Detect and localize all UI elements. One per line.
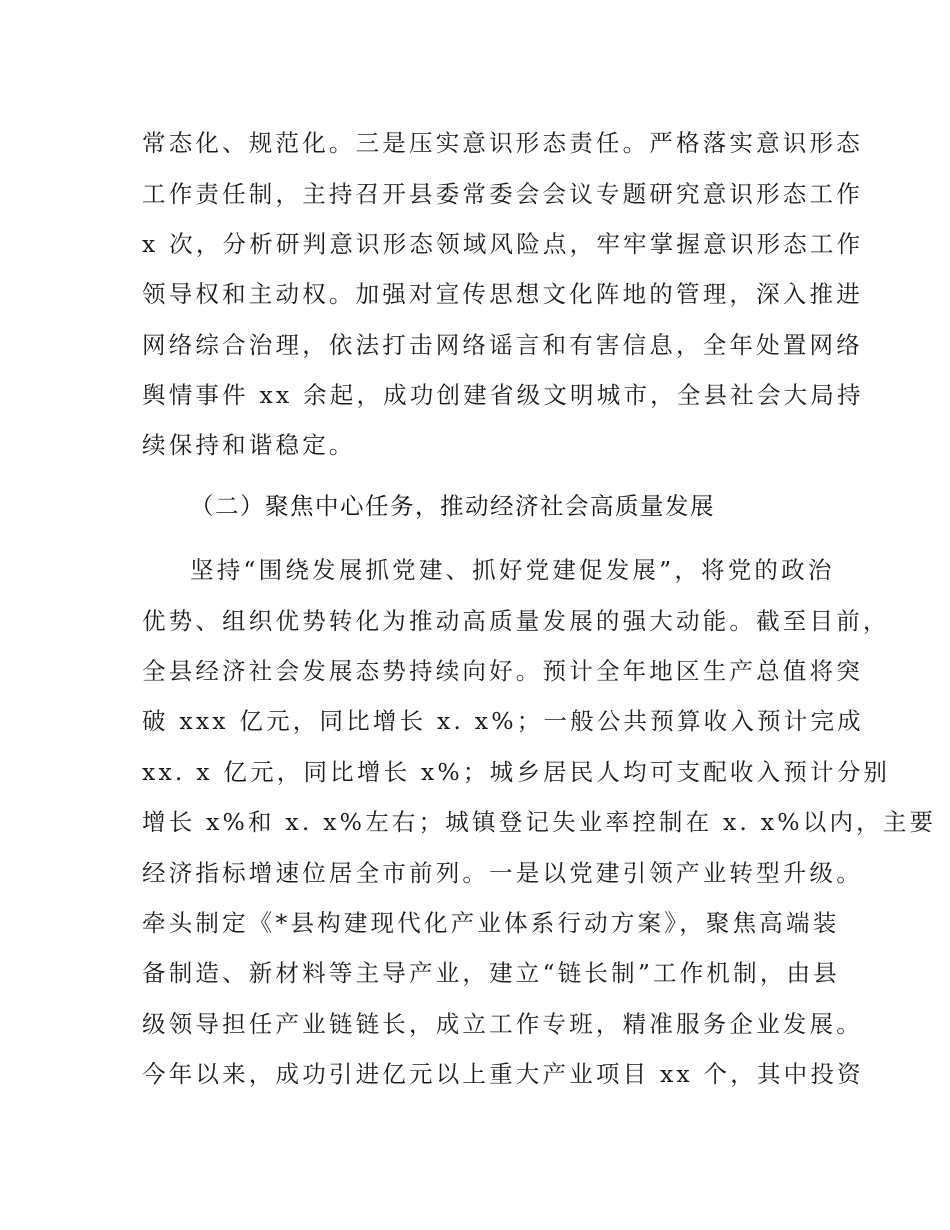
section-heading: （二）聚焦中心任务，推动经济社会高质量发展: [190, 492, 715, 520]
paragraph-line: 网络综合治理，依法打击网络谣言和有害信息，全年处置网络: [142, 331, 863, 359]
paragraph-line: 增长 x%和 x. x%左右；城镇登记失业率控制在 x. x%以内，主要: [142, 808, 937, 836]
paragraph-line: 今年以来，成功引进亿元以上重大产业项目 xx 个，其中投资: [142, 1060, 864, 1088]
paragraph-line: 级领导担任产业链链长，成立工作专班，精准服务企业发展。: [142, 1010, 863, 1038]
paragraph-line: 优势、组织优势转化为推动高质量发展的强大动能。截至目前，: [142, 607, 890, 635]
paragraph-line: 经济指标增速位居全市前列。一是以党建引领产业转型升级。: [142, 859, 863, 887]
paragraph-line: 全县经济社会发展态势持续向好。预计全年地区生产总值将突: [142, 657, 863, 685]
paragraph-line: 牵头制定《*县构建现代化产业体系行动方案》，聚焦高端装: [142, 909, 840, 937]
paragraph-line: 破 xxx 亿元，同比增长 x. x%；一般公共预算收入预计完成: [142, 707, 864, 735]
paragraph-line: xx. x 亿元，同比增长 x%；城乡居民人均可支配收入预计分别: [142, 758, 891, 786]
paragraph-line: 备制造、新材料等主导产业，建立“链长制”工作机制，由县: [142, 959, 840, 987]
paragraph-line: 坚持“围绕发展抓党建、抓好党建促发展”，将党的政治: [190, 556, 835, 584]
paragraph-line: 领导权和主动权。加强对宣传思想文化阵地的管理，深入推进: [142, 280, 863, 308]
paragraph-line: 舆情事件 xx 余起，成功创建省级文明城市，全县社会大局持: [142, 381, 864, 409]
paragraph-line: 续保持和谐稳定。: [142, 431, 356, 459]
paragraph-line: x 次，分析研判意识形态领域风险点，牢牢掌握意识形态工作: [142, 230, 864, 258]
paragraph-line: 常态化、规范化。三是压实意识形态责任。严格落实意识形态: [142, 129, 863, 157]
paragraph-line: 工作责任制，主持召开县委常委会会议专题研究意识形态工作: [142, 180, 863, 208]
